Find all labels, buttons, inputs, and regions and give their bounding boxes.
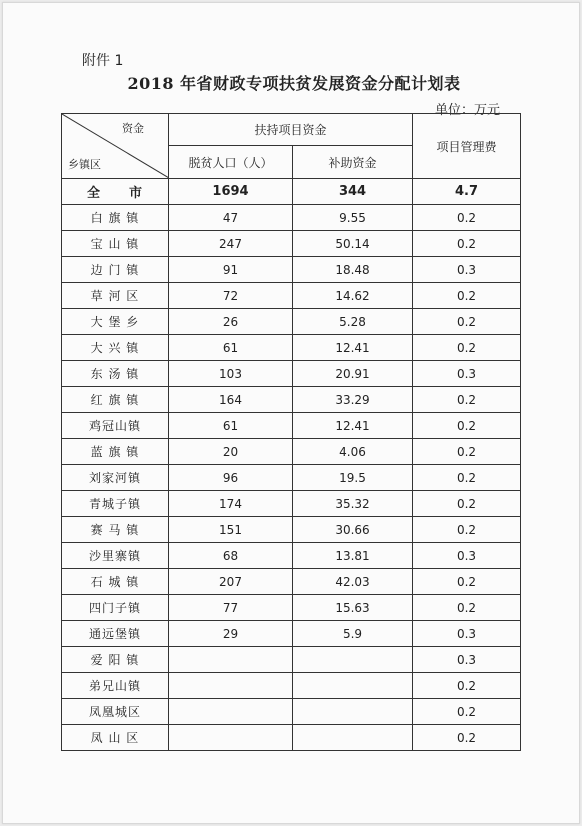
population-cell: 96 [169, 465, 293, 491]
table-row [62, 517, 521, 543]
fee-cell: 0.2 [413, 335, 521, 361]
attachment-label: 附件 1 [82, 53, 124, 69]
town-cell: 凤 山 区 [62, 725, 169, 751]
population-cell [169, 673, 293, 699]
population-cell: 77 [169, 595, 293, 621]
population-cell: 247 [169, 231, 293, 257]
table-row [62, 387, 521, 413]
table-row [62, 725, 521, 751]
subsidy-cell: 5.28 [293, 309, 413, 335]
population-cell: 207 [169, 569, 293, 595]
subsidy-cell: 42.03 [293, 569, 413, 595]
corner-header [62, 114, 169, 179]
subsidy-cell [293, 673, 413, 699]
subsidy-cell: 20.91 [293, 361, 413, 387]
subsidy-cell: 4.06 [293, 439, 413, 465]
subsidy-cell: 5.9 [293, 621, 413, 647]
subsidy-cell: 33.29 [293, 387, 413, 413]
table-row [62, 465, 521, 491]
subsidy-cell: 9.55 [293, 205, 413, 231]
subsidy-cell: 35.32 [293, 491, 413, 517]
total-subsidy: 344 [293, 179, 413, 205]
town-cell: 弟兄山镇 [62, 673, 169, 699]
subsidy-cell [293, 647, 413, 673]
population-cell: 174 [169, 491, 293, 517]
subsidy-cell: 19.5 [293, 465, 413, 491]
table-row [62, 673, 521, 699]
group-header: 扶持项目资金 [169, 114, 413, 146]
fee-cell: 0.2 [413, 283, 521, 309]
total-fee: 4.7 [413, 179, 521, 205]
table-row [62, 205, 521, 231]
fee-cell: 0.2 [413, 205, 521, 231]
town-cell: 红 旗 镇 [62, 387, 169, 413]
town-cell: 鸡冠山镇 [62, 413, 169, 439]
table-row [62, 257, 521, 283]
population-cell: 20 [169, 439, 293, 465]
population-cell: 72 [169, 283, 293, 309]
table-row [62, 309, 521, 335]
fee-cell: 0.2 [413, 725, 521, 751]
table-row [62, 439, 521, 465]
table-row [62, 491, 521, 517]
page-title: 2018 年省财政专项扶贫发展资金分配计划表 [127, 74, 461, 93]
table-row [62, 569, 521, 595]
fee-cell: 0.3 [413, 543, 521, 569]
fee-cell: 0.3 [413, 257, 521, 283]
town-cell: 大 堡 乡 [62, 309, 169, 335]
subsidy-cell: 12.41 [293, 335, 413, 361]
town-cell: 草 河 区 [62, 283, 169, 309]
fee-cell: 0.2 [413, 673, 521, 699]
table-row [62, 283, 521, 309]
unit-label: 单位：万元 [435, 103, 501, 118]
subsidy-cell: 12.41 [293, 413, 413, 439]
table-row [62, 595, 521, 621]
fee-cell: 0.2 [413, 595, 521, 621]
subsidy-cell [293, 725, 413, 751]
town-cell: 通远堡镇 [62, 621, 169, 647]
fee-cell: 0.2 [413, 517, 521, 543]
town-cell: 青城子镇 [62, 491, 169, 517]
allocation-table [61, 113, 521, 751]
subsidy-cell: 50.14 [293, 231, 413, 257]
population-cell: 26 [169, 309, 293, 335]
fee-cell: 0.2 [413, 231, 521, 257]
fee-cell: 0.2 [413, 413, 521, 439]
town-cell: 边 门 镇 [62, 257, 169, 283]
population-cell [169, 647, 293, 673]
population-cell: 151 [169, 517, 293, 543]
fee-cell: 0.3 [413, 621, 521, 647]
subsidy-cell [293, 699, 413, 725]
fee-header: 项目管理费 [413, 114, 521, 179]
subsidy-cell: 13.81 [293, 543, 413, 569]
subsidy-cell: 18.48 [293, 257, 413, 283]
table-row [62, 543, 521, 569]
population-cell: 91 [169, 257, 293, 283]
table-row [62, 231, 521, 257]
town-cell: 四门子镇 [62, 595, 169, 621]
table-row [62, 621, 521, 647]
town-cell: 刘家河镇 [62, 465, 169, 491]
population-cell [169, 699, 293, 725]
population-cell: 47 [169, 205, 293, 231]
total-row [62, 179, 521, 205]
population-cell: 103 [169, 361, 293, 387]
fee-cell: 0.2 [413, 387, 521, 413]
table-row [62, 413, 521, 439]
town-cell: 凤凰城区 [62, 699, 169, 725]
table-row [62, 361, 521, 387]
town-cell: 东 汤 镇 [62, 361, 169, 387]
population-cell: 61 [169, 335, 293, 361]
fee-cell: 0.2 [413, 569, 521, 595]
subsidy-cell: 14.62 [293, 283, 413, 309]
town-cell: 蓝 旗 镇 [62, 439, 169, 465]
corner-header-town: 乡镇区 [68, 158, 101, 171]
town-cell: 白 旗 镇 [62, 205, 169, 231]
town-cell: 沙里寨镇 [62, 543, 169, 569]
fee-cell: 0.2 [413, 439, 521, 465]
fee-cell: 0.2 [413, 309, 521, 335]
population-cell: 68 [169, 543, 293, 569]
subsidy-cell: 15.63 [293, 595, 413, 621]
fee-cell: 0.3 [413, 647, 521, 673]
fee-cell: 0.3 [413, 361, 521, 387]
population-cell: 61 [169, 413, 293, 439]
subsidy-cell: 30.66 [293, 517, 413, 543]
population-cell: 29 [169, 621, 293, 647]
town-cell: 爱 阳 镇 [62, 647, 169, 673]
population-cell [169, 725, 293, 751]
table-row [62, 335, 521, 361]
population-header: 脱贫人口（人） [169, 146, 293, 179]
fee-cell: 0.2 [413, 699, 521, 725]
town-cell: 宝 山 镇 [62, 231, 169, 257]
town-cell: 赛 马 镇 [62, 517, 169, 543]
population-cell: 164 [169, 387, 293, 413]
total-town: 全 市 [62, 179, 169, 205]
subsidy-header: 补助资金 [293, 146, 413, 179]
corner-header-funds: 资金 [122, 122, 144, 135]
town-cell: 大 兴 镇 [62, 335, 169, 361]
town-cell: 石 城 镇 [62, 569, 169, 595]
fee-cell: 0.2 [413, 465, 521, 491]
total-population: 1694 [169, 179, 293, 205]
fee-cell: 0.2 [413, 491, 521, 517]
table-row [62, 647, 521, 673]
table-row [62, 699, 521, 725]
